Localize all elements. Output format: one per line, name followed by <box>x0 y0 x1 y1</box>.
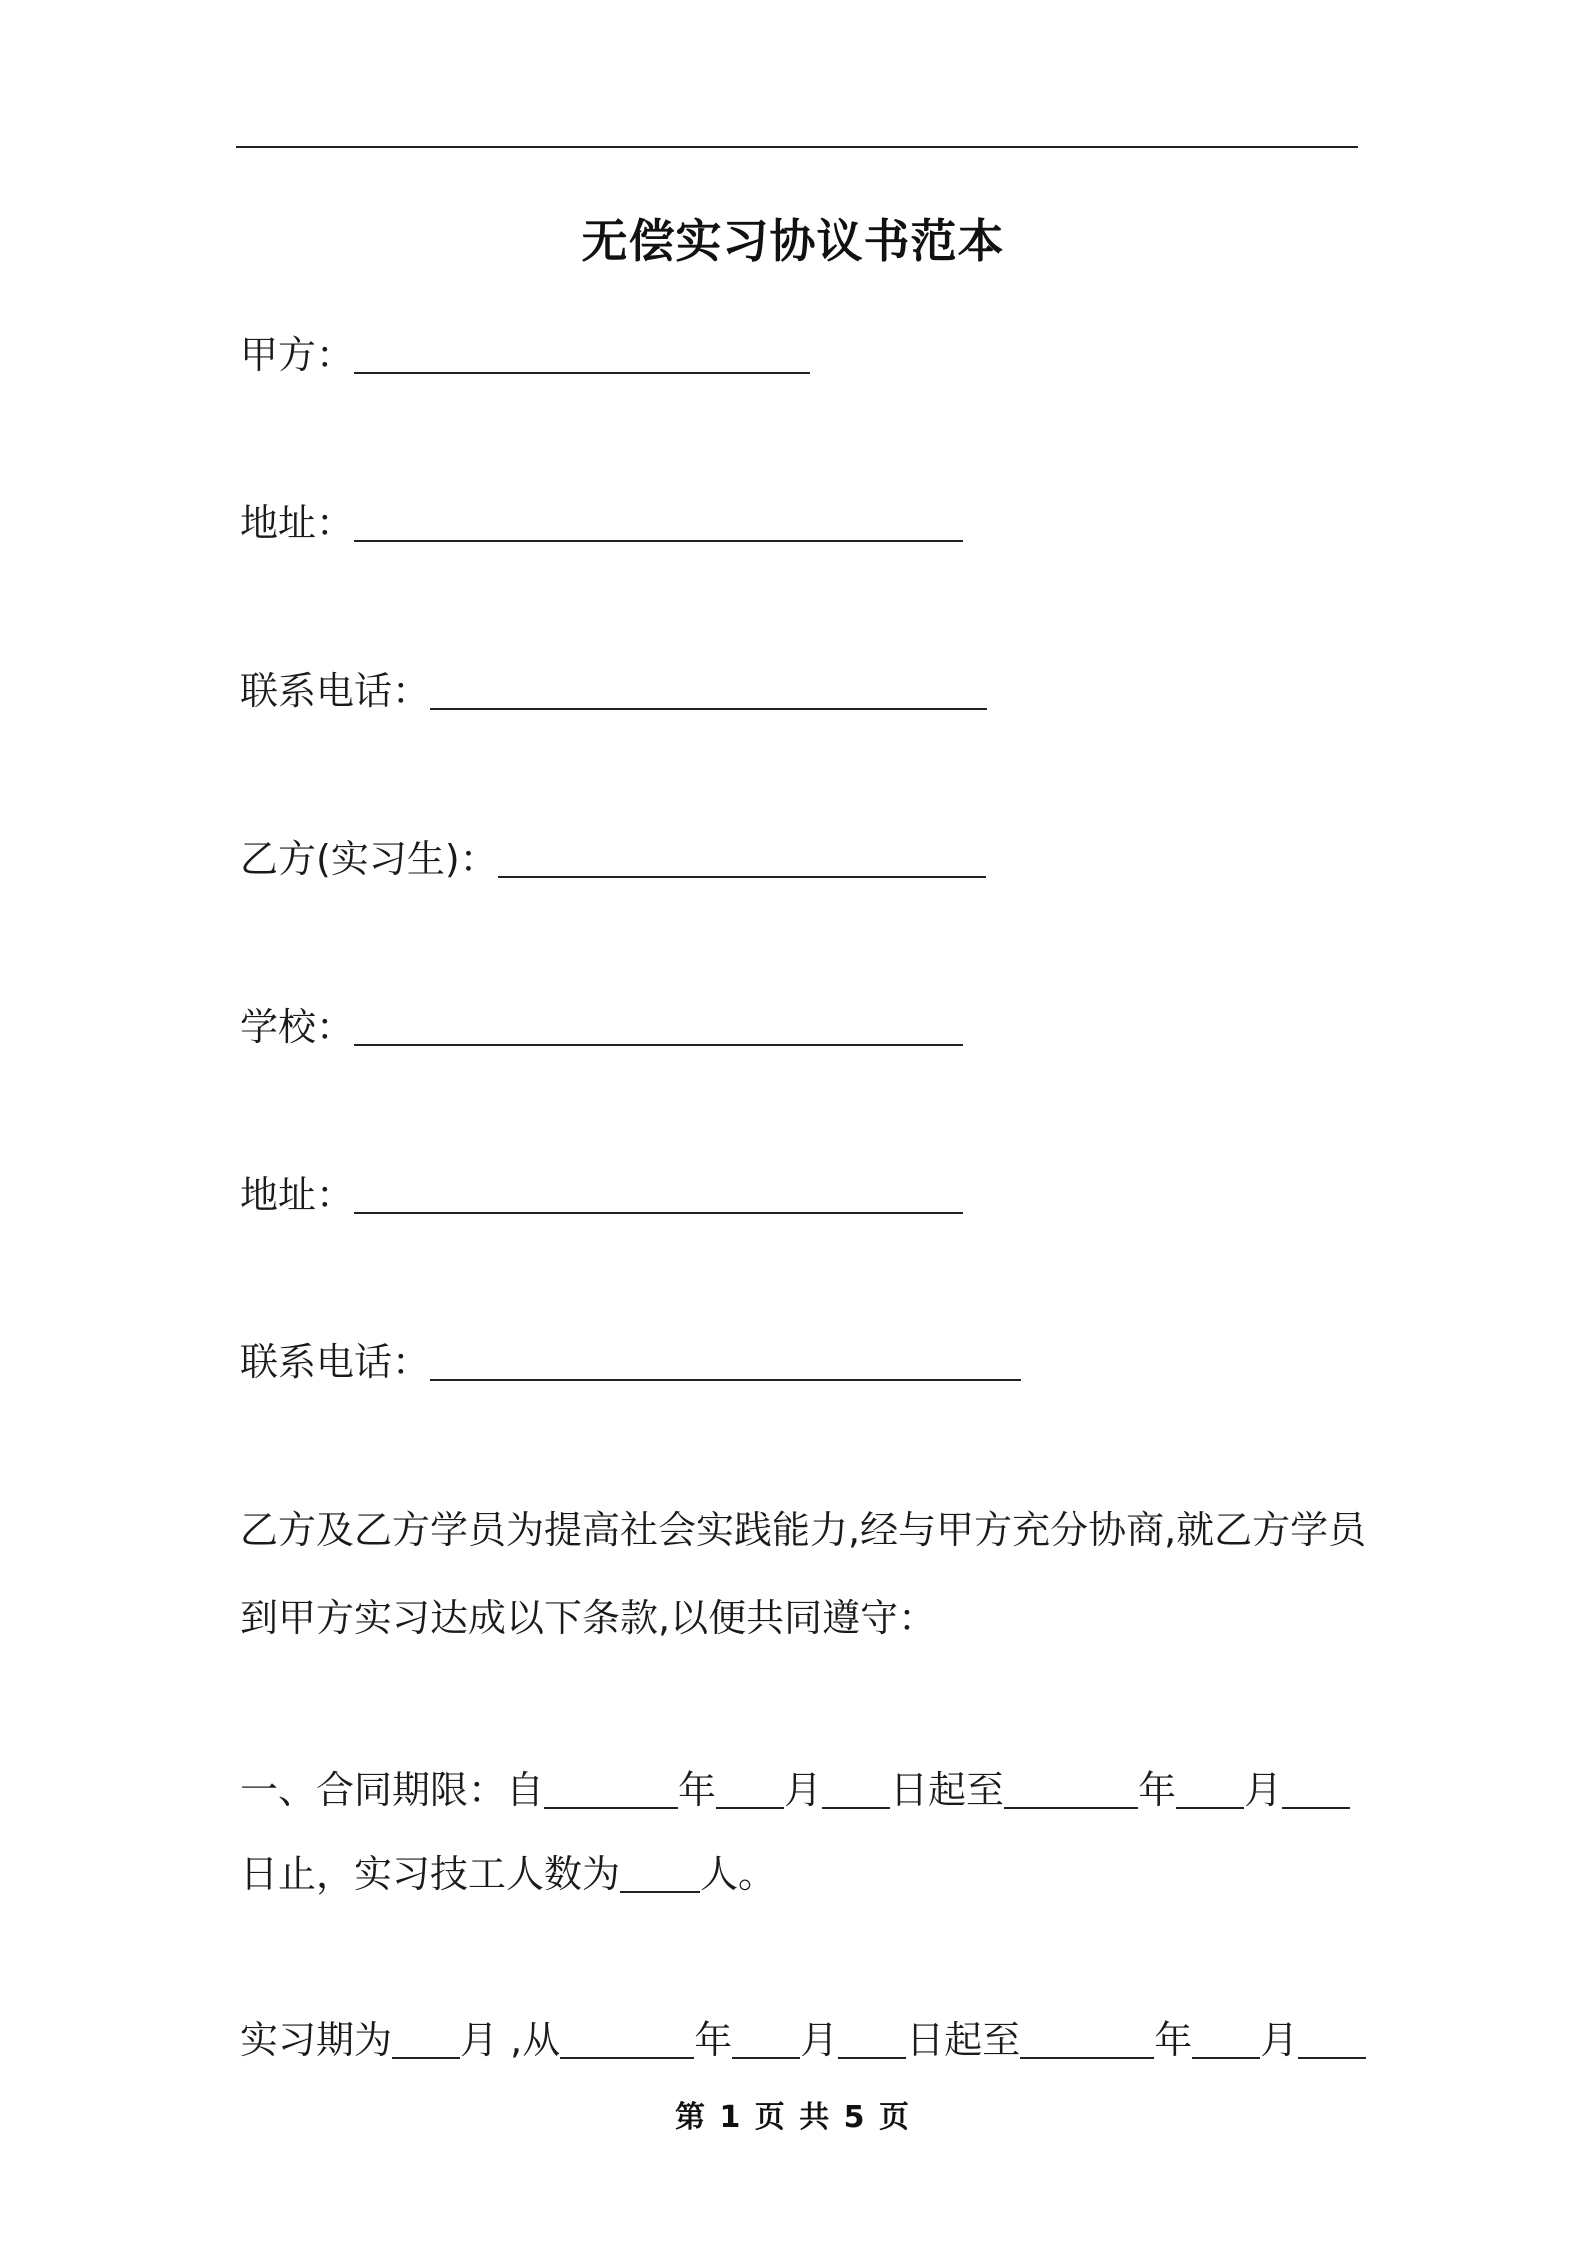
blank-year[interactable] <box>560 2021 694 2059</box>
field-label: 学校： <box>240 1005 355 1049</box>
blank-day[interactable] <box>1298 2021 1366 2059</box>
field-label: 地址： <box>240 501 355 545</box>
fill-in-line[interactable] <box>430 1343 1021 1381</box>
header-rule <box>236 146 1358 148</box>
clause-text: 人。 <box>700 1852 777 1896</box>
period-text: 月 <box>800 2018 839 2062</box>
blank-year[interactable] <box>1020 2021 1154 2059</box>
intro-line-2: 到甲方实习达成以下条款,以便共同遵守： <box>240 1596 937 1640</box>
fill-in-line[interactable] <box>430 672 987 710</box>
clause-text: 月 <box>1244 1768 1283 1812</box>
fill-in-line[interactable] <box>498 840 986 878</box>
blank-day[interactable] <box>1282 1771 1350 1809</box>
field-school <box>240 1002 963 1052</box>
clause-text: 日起至 <box>890 1768 1005 1812</box>
period-text: 月 <box>1260 2018 1299 2062</box>
period-text: 年 <box>1154 2018 1193 2062</box>
clause-text: 年 <box>678 1768 717 1812</box>
blank-month[interactable] <box>1192 2021 1260 2059</box>
period-text: 日起至 <box>906 2018 1021 2062</box>
field-label: 地址： <box>240 1173 355 1217</box>
blank-months[interactable] <box>392 2021 460 2059</box>
period-text: 实习期为 <box>240 2018 393 2062</box>
clause-text: 年 <box>1138 1768 1177 1812</box>
blank-day[interactable] <box>822 1771 890 1809</box>
field-address-b <box>240 1170 963 1220</box>
clause-text: 一、合同期限：自 <box>240 1768 545 1812</box>
field-phone-a <box>240 666 987 716</box>
blank-month[interactable] <box>716 1771 784 1809</box>
field-party-b <box>240 834 986 884</box>
period-text: 年 <box>694 2018 733 2062</box>
fill-in-line[interactable] <box>354 1008 963 1046</box>
fill-in-line[interactable] <box>354 336 810 374</box>
clause-text: 月 <box>784 1768 823 1812</box>
field-label: 甲方： <box>240 333 355 377</box>
field-phone-b <box>240 1337 1021 1387</box>
page-number: 第 1 页 共 5 页 <box>675 2100 911 2135</box>
fill-in-line[interactable] <box>354 504 963 542</box>
period-text: 月 ,从 <box>460 2018 561 2062</box>
period-line <box>240 2015 1366 2065</box>
field-party-a <box>240 330 810 380</box>
document-title: 无偿实习协议书范本 <box>581 214 1005 268</box>
clause-1-line-2 <box>240 1849 776 1899</box>
blank-month[interactable] <box>732 2021 800 2059</box>
blank-count[interactable] <box>620 1855 700 1893</box>
clause-1-line-1 <box>240 1765 1350 1815</box>
blank-year[interactable] <box>544 1771 678 1809</box>
fill-in-line[interactable] <box>354 1176 963 1214</box>
blank-year[interactable] <box>1004 1771 1138 1809</box>
blank-day[interactable] <box>838 2021 906 2059</box>
intro-line-1: 乙方及乙方学员为提高社会实践能力,经与甲方充分协商,就乙方学员 <box>240 1508 1367 1552</box>
field-address-a <box>240 498 963 548</box>
blank-month[interactable] <box>1176 1771 1244 1809</box>
field-label: 联系电话： <box>240 1340 431 1384</box>
clause-text: 日止，实习技工人数为 <box>240 1852 621 1896</box>
field-label: 联系电话： <box>240 669 431 713</box>
field-label: 乙方(实习生)： <box>240 837 498 881</box>
